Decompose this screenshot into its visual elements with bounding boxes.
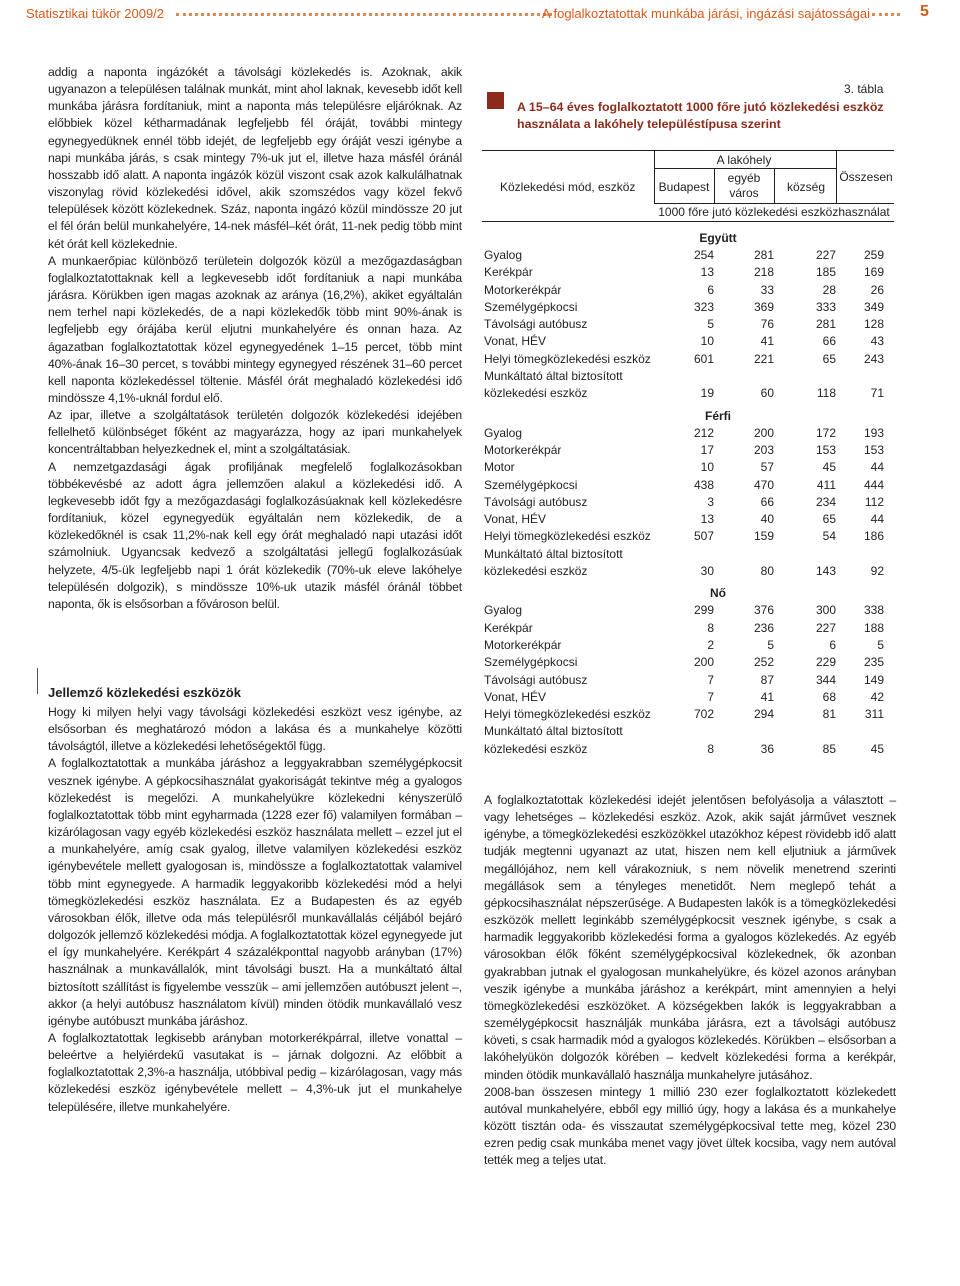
table-cell: 159 — [753, 529, 774, 544]
table-cell: 71 — [870, 386, 884, 401]
table-cell: 60 — [760, 386, 774, 401]
table-cell: 376 — [753, 603, 774, 618]
table-section-heading: Együtt — [699, 231, 737, 245]
table-cell: 193 — [863, 425, 884, 440]
header-rule — [836, 151, 837, 203]
table-row — [482, 689, 894, 706]
page-number: 5 — [920, 3, 929, 20]
table-cell: 338 — [863, 603, 884, 618]
row-label: Munkáltató által biztosított — [484, 369, 623, 384]
table-cell: 218 — [753, 265, 774, 280]
table-row — [482, 741, 894, 758]
header-rule — [654, 151, 655, 203]
table-row — [482, 368, 894, 385]
table-cell: 2 — [707, 637, 714, 652]
table-cell: 299 — [693, 603, 714, 618]
table-row — [482, 528, 894, 545]
page-header — [0, 0, 960, 28]
row-label: Gyalog — [484, 425, 523, 440]
table-row — [482, 459, 894, 476]
table-cell: 188 — [863, 620, 884, 635]
table-row — [482, 247, 894, 264]
table-cell: 5 — [707, 317, 714, 332]
table-cell: 227 — [815, 620, 836, 635]
row-label: Munkáltató által biztosított — [484, 546, 623, 561]
row-label: Vonat, HÉV — [484, 334, 547, 349]
table-cell: 601 — [693, 351, 714, 366]
table-cell: 8 — [707, 620, 714, 635]
table-cell: 153 — [863, 442, 884, 457]
table-cell: 7 — [707, 689, 714, 704]
table-cell: 112 — [864, 494, 884, 509]
row-label: Távolsági autóbusz — [484, 317, 588, 332]
paragraph: A nemzetgazdasági ágak profiljának megfelelő foglalkozásokban többékevésbé az adott ágra jellemzően alakul a közlekedési idő. A legkevesebb időt fgy a mezőgazdasági foglalkozásúaknak kell közlekedésre fordítaniuk, közel egynegyedük egyáltalán nem közlekedik, de a közlekedőknél is csak 11,2%-nak kell egy órát meghaladó napi utazási időt számolniuk. Ugyancsak kedvező a szolgáltatási jellegű foglalkozásúak helyzete, 4/5-ük legfeljebb napi 1 órát közlekedik (70%-uk eleve lakóhelye településén dolgozik), s mindössze 10%-uk utazik másfél óránál többet naponta, ők is elsősorban a fővároson belül. — [48, 459, 462, 611]
row-label: Helyi tömegközlekedési eszköz — [484, 351, 651, 366]
table-cell: 57 — [760, 460, 774, 475]
row-label: Kerékpár — [484, 265, 533, 280]
row-label: Távolsági autóbusz — [484, 672, 588, 687]
paragraph: A foglalkoztatottak legkisebb arányban motorkerékpárral, illetve vonattal – beleértve a helyiérdekű vasutakat is – járnak dolgozni. Az előbbit a foglalkoztatottak 2,3%-a használja, utóbbival pedig – kizárólagosan, vagy más közlekedési eszköz igénybevétele mellett – 4,3%-uk jut el munkahelye településére, illetve munkahelyére. — [48, 1030, 462, 1114]
table-cell: 5 — [877, 637, 884, 652]
table-cell: 26 — [870, 282, 884, 297]
table-cell: 349 — [863, 299, 884, 314]
left-column-section — [48, 704, 462, 1116]
table-row — [482, 637, 894, 654]
table-row — [482, 442, 894, 459]
row-label: Helyi tömegközlekedési eszköz — [484, 529, 651, 544]
table-row — [482, 620, 894, 637]
header-rule — [482, 221, 894, 222]
table-cell: 66 — [760, 494, 774, 509]
row-label: Motor — [484, 460, 515, 475]
table-section-heading: Férfi — [704, 408, 731, 423]
table-cell: 333 — [815, 299, 836, 314]
table-cell: 44 — [870, 512, 884, 527]
table-cell: 7 — [707, 672, 714, 687]
table-cell: 3 — [707, 494, 714, 509]
table-row — [482, 385, 894, 402]
left-column — [48, 64, 462, 613]
table-cell: 41 — [760, 334, 774, 349]
table-cell: 470 — [753, 477, 774, 492]
table-cell: 369 — [753, 299, 774, 314]
paragraph: Hogy ki milyen helyi vagy távolsági közlekedési eszközt vesz igénybe, az elsősorban és meghatározó módon a lakása és a munkahelye közötti távolságtól, illetve a közlekedési lehetőségektől függ. — [48, 705, 462, 754]
row-label: Személygépkocsi — [484, 655, 578, 670]
table-row — [482, 425, 894, 442]
table-cell: 300 — [815, 603, 836, 618]
table-row — [482, 494, 894, 511]
table-cell: 43 — [870, 334, 884, 349]
table-cell: 212 — [693, 425, 714, 440]
table-marker-square — [487, 92, 504, 109]
table-cell: 87 — [760, 672, 774, 687]
paragraph: Az ipar, illetve a szolgáltatások területén dolgozók közlekedési idejében fellelhető különbséget főként az magyarázza, hogy az ipari munkahelyek koncentráltabban helyezkednek el, mint a szolgáltatásiak. — [48, 408, 462, 457]
table-cell: 40 — [760, 512, 774, 527]
table-cell: 229 — [815, 655, 836, 670]
table-cell: 44 — [870, 460, 884, 475]
header-rule — [714, 168, 715, 203]
unit-row: 1000 főre jutó közlekedési eszközhasználat — [658, 205, 890, 219]
table-cell: 200 — [693, 655, 714, 670]
table-cell: 234 — [815, 494, 836, 509]
table-cell: 294 — [753, 707, 774, 722]
table-cell: 65 — [822, 512, 836, 527]
table-row — [482, 546, 894, 563]
table-cell: 80 — [760, 564, 774, 579]
table-row — [482, 672, 894, 689]
table-cell: 41 — [760, 689, 774, 704]
row-label: közlekedési eszköz — [484, 564, 588, 579]
table-row — [482, 563, 894, 580]
header-dotted-rule-right — [872, 13, 900, 16]
table-cell: 254 — [693, 248, 714, 262]
paragraph: 2008-ban összesen mintegy 1 millió 230 ezer foglalkoztatott közlekedett autóval munkahelyére, ebből egy millió úgy, hogy a lakása és a munkahelye között tisztán oda- és visszautat személygépkocsival tette meg, közel 230 ezren pedig csak munkába menet vagy jövet ültek kocsiba, vagy nem autóval tették meg a teljes utat. — [484, 1084, 896, 1168]
table-cell: 6 — [707, 282, 714, 297]
paragraph: A munkaerőpiac különböző területein dolgozók közül a mezőgazdaságban foglalkoztatottaknak kell a legkevesebb időt fordítaniuk a napi munkába járásra. Körükben igen magas azoknak az aránya (16,2%), akiket egyáltalán nem terhel napi közlekedés, de a napi közlekedők több mint 90%-ának is legfeljebb egy órájába kerül eljutni munkahelyére és onnan haza. Az ágazatban foglalkoztatottak közel egynegyedének 1–15 percet, több mint 40%-ának 16–30 percet, s további mintegy egynegyed részének 31–60 percet kell naponta közlekedéssel töltenie. Másfél órát meghaladó közlekedési idő mindössze 4,1%-uknál fordul elő. — [48, 253, 462, 405]
row-label: Személygépkocsi — [484, 477, 578, 492]
column-header-town: egyéb város — [727, 171, 761, 200]
table-row — [482, 333, 894, 350]
table-cell: 76 — [760, 317, 774, 332]
row-label: Gyalog — [484, 248, 523, 262]
table-row — [482, 282, 894, 299]
table-cell: 507 — [693, 529, 714, 544]
table-cell: 17 — [700, 442, 714, 457]
table-cell: 149 — [863, 672, 884, 687]
table-cell: 323 — [693, 299, 714, 314]
table-cell: 281 — [753, 248, 774, 262]
paragraph: A foglalkoztatottak a munkába járáshoz a leggyakrabban személygépkocsit vesznek igénybe. A gépkocsihasználat gyakoriságát tekintve még a gyalogos közlekedést is megelőzi. A munkahelyükre közlekedni kényszerülő foglalkoztatottak több mint egyharmada (1228 ezer fő) valamilyen formában – kizárólagosan vagy egyéb közlekedési eszköz használata mellett – ezzel jut el a munkahelyére, amíg csak gyalog, illetve valamilyen közlekedési eszköz igénybevétele mellett gyalogosan is, mindössze a foglalkoztatottak valamivel több mint egynegyede. A harmadik leggyakoribb közlekedési mód a helyi tömegközlekedési eszköz használata. Ez a Budapesten és az egyéb városokban élők, illetve oda más településről munkavállalás céljából bejáró dolgozók jellemző közlekedési módja. A foglalkoztatottak közel egynegyede jut el így munkahelyére. Kerékpárt 4 százalékponttal nagyobb arányban (17%) használnak a munkavállalók, mint távolsági buszt. Ha a munkáltató által biztosított szállítást is figyelembe vesszük – ami jellemzően autóbuszt jelent –, akkor (a helyi autóbusz használatom kívül) minden ötödik munkavállaló vesz igénybe autóbuszt munkába járáshoz. — [48, 756, 462, 1028]
table-cell: 92 — [870, 564, 884, 579]
row-label: Személygépkocsi — [484, 299, 578, 314]
table-title: A 15–64 éves foglalkoztatott 1000 főre jutó közlekedési eszköz használata a lakóhely településtípusa szerint — [517, 100, 884, 131]
row-label: Motorkerékpár — [484, 442, 562, 457]
table-cell: 169 — [863, 265, 884, 280]
table-cell: 19 — [700, 386, 714, 401]
table-row — [482, 316, 894, 333]
table-cell: 203 — [753, 442, 774, 457]
table-cell: 444 — [863, 477, 884, 492]
table-cell: 227 — [815, 248, 836, 262]
table-cell: 153 — [815, 442, 836, 457]
table-cell: 344 — [815, 672, 836, 687]
table-row — [482, 654, 894, 671]
table-cell: 221 — [753, 351, 774, 366]
column-group-header: A lakóhely — [716, 153, 772, 167]
table-cell: 42 — [870, 689, 884, 704]
column-header-mode: Közlekedési mód, eszköz — [500, 180, 636, 194]
table-row — [482, 602, 894, 619]
row-label: Vonat, HÉV — [484, 689, 547, 704]
header-dotted-rule — [176, 13, 552, 16]
table-cell: 438 — [693, 477, 714, 492]
row-label: Gyalog — [484, 603, 523, 618]
table-cell: 13 — [700, 512, 714, 527]
table-cell: 13 — [700, 265, 714, 280]
table-header — [482, 150, 894, 225]
publication-title: Statisztikai tükör 2009/2 — [26, 6, 165, 21]
header-rule — [654, 203, 894, 204]
row-label: Helyi tömegközlekedési eszköz — [484, 707, 651, 722]
table-cell: 8 — [707, 741, 714, 756]
table-cell: 702 — [693, 707, 714, 722]
header-rule — [654, 168, 836, 169]
table-row — [482, 511, 894, 528]
table-cell: 281 — [815, 317, 836, 332]
table-cell: 85 — [822, 741, 836, 756]
paragraph: A foglalkoztatottak közlekedési idejét jelentősen befolyásolja a választott – vagy lehetséges – közlekedési eszköz. Azok, akik saját járművet vesznek igénybe, a tömegközlekedési eszközökkel utazókhoz képest rövidebb idő alatt tudják megtenni ugyanazt az utat, hiszen nem kell eljutniuk a járművek megállójához, nem kell várakozniuk, s nem növelik menetrend szerinti megállások sem a tényleges menetidőt. Nem meglepő tehát a gépkocsihasználat népszerűsége. A Budapesten lakók is a tömegközlekedési eszközök mellett leginkább személygépkocsit vesznek igénybe, s csak a harmadik leggyakoribb közlekedési forma a gyalogos közlekedés. Az egyéb városokban élők főként személygépkocsival közlekednek, ők azonban gyakrabban jutnak el gyalogosan munkahelyükre, és közel azonos arányban veszik igénybe a munkába járáshoz a kerékpárt, mint amennyien a helyi tömegközlekedési eszközöket. A községekben lakók is leggyakrabban a személygépkocsit használják munkába járásra, ezt a távolsági autóbusz követi, s csak harmadik mód a gyalogos közlekedés. Körükben – elsősorban a lakóhelyükön dolgozók körében – kedvelt közlekedési forma a kerékpár, minden ötödik munkavállaló használja munkahelyre jutásához. — [484, 793, 896, 1082]
table-cell: 118 — [816, 386, 836, 401]
table-cell: 30 — [700, 564, 714, 579]
row-label: közlekedési eszköz — [484, 741, 588, 756]
table-cell: 128 — [863, 317, 884, 332]
table-row — [482, 351, 894, 368]
row-label: Munkáltató által biztosított — [484, 724, 623, 739]
chapter-title: A foglalkoztatottak munkába járási, ingázási sajátosságai — [541, 6, 870, 21]
table-cell: 65 — [822, 351, 836, 366]
row-label: Motorkerékpár — [484, 637, 562, 652]
table-row — [482, 723, 894, 740]
header-rule — [774, 168, 775, 203]
table-cell: 28 — [822, 282, 836, 297]
table-row — [482, 299, 894, 316]
column-header-budapest: Budapest — [658, 180, 710, 194]
row-label: Távolsági autóbusz — [484, 494, 588, 509]
section-marker-line — [37, 668, 38, 694]
table-cell: 68 — [822, 689, 836, 704]
table-cell: 185 — [815, 265, 836, 280]
table-cell: 252 — [753, 655, 774, 670]
table-cell: 186 — [863, 529, 884, 544]
right-column — [484, 792, 896, 1169]
table-cell: 66 — [822, 334, 836, 349]
row-label: közlekedési eszköz — [484, 386, 588, 401]
table-cell: 411 — [816, 477, 836, 492]
column-header-total: Összesen — [839, 170, 893, 184]
table-cell: 81 — [822, 707, 836, 722]
table-cell: 36 — [760, 741, 774, 756]
column-header-village: község — [786, 180, 826, 194]
row-label: Kerékpár — [484, 620, 533, 635]
table-cell: 10 — [700, 334, 714, 349]
row-label: Vonat, HÉV — [484, 512, 547, 527]
table-row — [482, 264, 894, 281]
paragraph: addig a naponta ingázókét a távolsági közlekedés is. Azoknak, akik ugyanazon a településen találnak munkát, mint ahol laknak, kevesebb időt kell munkába járásra fordítaniuk, mint a naponta más településre eljáróknak. Az előbbiek közel kétharmadának legfeljebb fél óráját, további mintegy egynegyedüknek ennél több idejét, de legfeljebb egy óráját veszi igénybe a napi munkába járás, s csak mintegy 7%-uk jut el, illetve haza másfél óránál hosszabb idő alatt. A naponta ingázók közül viszont csak azok kalkulálhatnak viszonylag rövid közlekedési idővel, akik szomszédos vagy közel fekvő települések között közlekednek. Száz, naponta ingázó közül mindössze 20 jut el fél órán belül munkahelyére, 14-nek másfél–két órát, 11-nek pedig több mint két órát kell közlekednie. — [48, 65, 462, 251]
table-row — [482, 706, 894, 723]
table-cell: 33 — [760, 282, 774, 297]
table-cell: 243 — [863, 351, 884, 366]
table-body — [482, 225, 894, 758]
table-section-heading: Nő — [710, 586, 726, 601]
table-cell: 45 — [870, 741, 884, 756]
row-label: Motorkerékpár — [484, 282, 562, 297]
table-cell: 54 — [822, 529, 836, 544]
table-cell: 10 — [700, 460, 714, 475]
table-cell: 236 — [753, 620, 774, 635]
table-cell: 143 — [815, 564, 836, 579]
table-cell: 235 — [863, 655, 884, 670]
data-table — [482, 150, 894, 758]
table-cell: 259 — [863, 248, 884, 262]
table-number: 3. tábla — [844, 82, 884, 96]
table-cell: 45 — [822, 460, 836, 475]
table-cell: 6 — [829, 637, 836, 652]
table-cell: 5 — [767, 637, 774, 652]
table-row — [482, 477, 894, 494]
table-cell: 172 — [815, 425, 836, 440]
table-cell: 311 — [864, 707, 884, 722]
table-cell: 200 — [753, 425, 774, 440]
section-heading: Jellemző közlekedési eszközök — [48, 685, 241, 700]
